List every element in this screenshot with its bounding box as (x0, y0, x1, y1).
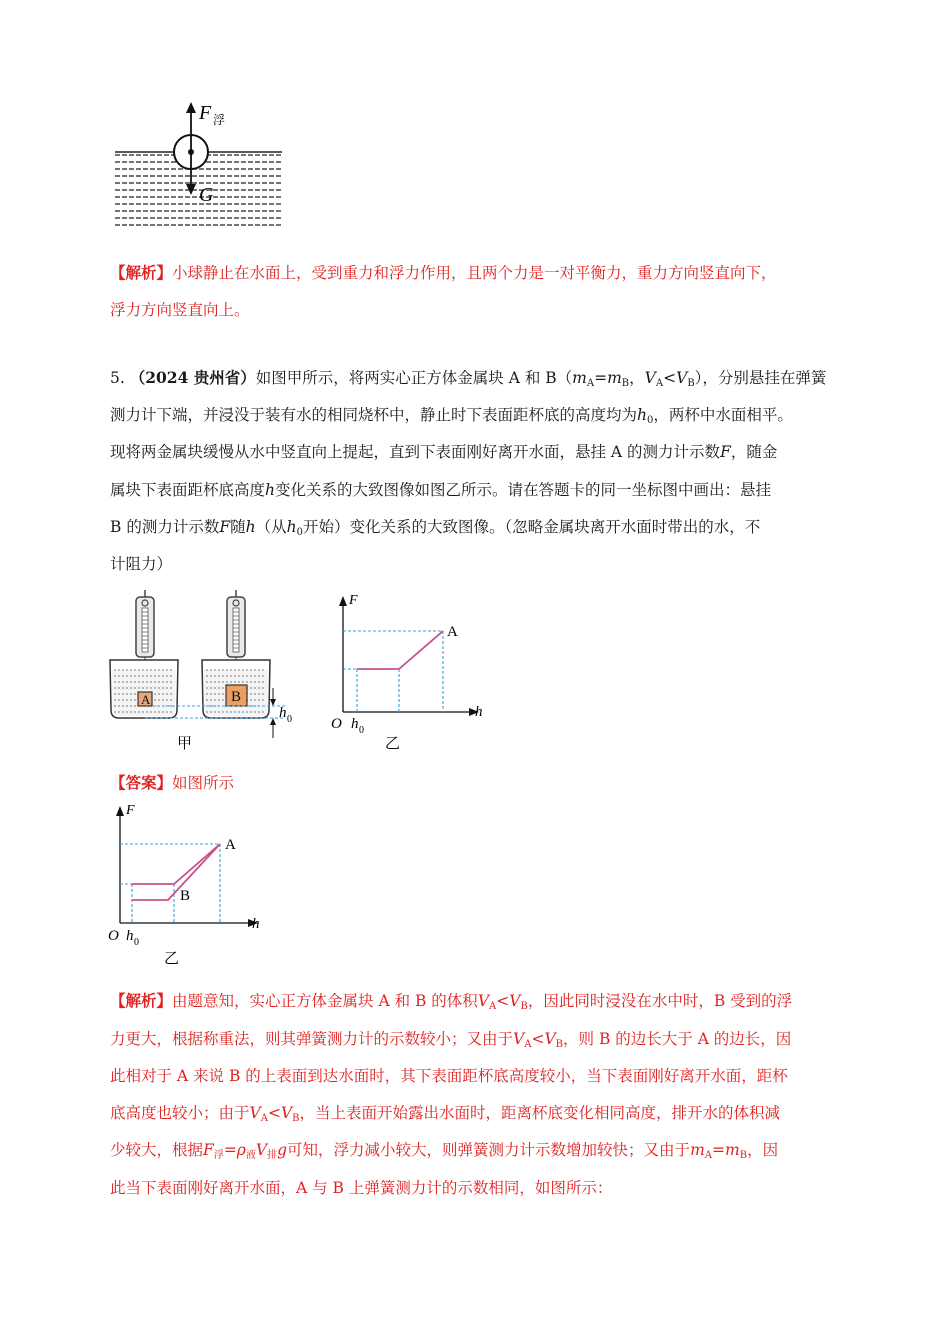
h0-arrow-up-icon (270, 718, 276, 725)
figure-jia (105, 590, 300, 755)
h0-tick-label: h (351, 716, 359, 732)
figure-answer (102, 798, 272, 968)
analysis2-line6: 此当下表面刚好离开水面，A 与 B 上弹簧测力计的示数相同，如图所示： (110, 1179, 613, 1197)
y-axis-label: F (349, 593, 358, 608)
block-a-label: A (141, 692, 151, 707)
analysis2-line3: 此相对于 A 来说 B 的上表面到达水面时，其下表面距杯底高度较小，当下表面刚好离开水面，距杯 (110, 1067, 788, 1085)
arrow-up-icon (186, 102, 196, 113)
answer-line: 【答案】如图所示 (110, 773, 235, 792)
buoyancy-label: F (199, 102, 212, 124)
h0-arrow-down-icon (270, 699, 276, 706)
beaker-b (202, 660, 270, 718)
curve-a (357, 631, 443, 669)
q5-line6: 计阻力） (110, 555, 173, 573)
gravity-label: G (199, 184, 214, 206)
answer-point-a-label: A (225, 837, 236, 853)
answer-point-b-label: B (180, 888, 191, 904)
buoyancy-sub: 浮 (213, 113, 226, 127)
analysis2-line2: 力更大，根据称重法，则其弹簧测力计的示数较小；又由于$V_A<V_B$，则 B 的边长大于 A 的边长，因 (110, 1030, 792, 1050)
figure-yi (325, 588, 495, 753)
q5-line5: B 的测力计示数F随h（从$h_0$开始）变化关系的大致图像。（忽略金属块离开水面时带出的水，不 (110, 518, 761, 538)
analysis2-line5: 少较大，根据$F_浮=\rho_液V_排g$可知，浮力减小较大，则弹簧测力计示数增加较快；又由于$m_A=m_B$，因 (110, 1141, 779, 1161)
answer-h0-sub: 0 (134, 937, 139, 948)
answer-y-axis-label: F (126, 803, 135, 818)
analysis2-line4: 底高度也较小；由于$V_A<V_B$，当上表面开始露出水面时，距离杯底变化相同高度，排开水的体积减 (110, 1104, 781, 1124)
answer-y-axis-arrow-icon (116, 806, 124, 816)
q5-line1: 5. （2024 贵州省）如图甲所示，将两实心正方体金属块 A 和 $B(m_A=m_B$，$V_A<V_B$），分别悬挂在弹簧 (110, 368, 827, 389)
beaker-a (110, 660, 178, 718)
answer-caption: 乙 (164, 951, 180, 967)
answer-curve-b (132, 844, 220, 900)
point-a-label: A (447, 624, 458, 640)
q5-line2: 测力计下端，并浸没于装有水的相同烧杯中，静止时下表面距杯底的高度均为$h_0$，两杯中水面相平。 (110, 406, 793, 426)
floating-ball-figure (110, 95, 290, 235)
y-axis-arrow-icon (339, 596, 347, 606)
analysis2-line1: 【解析】由题意知，实心正方体金属块 A 和 B 的体积$V_A<V_B$，因此同时浸没在水中时，B 受到的浮 (110, 991, 793, 1012)
q5-line4: 属块下表面距杯底高度h变化关系的大致图像如图乙所示。请在答题卡的同一坐标图中画出：悬挂 (110, 481, 772, 499)
block-b-label: B (231, 689, 242, 705)
h0-label: h (279, 705, 287, 721)
caption-yi: 乙 (385, 736, 401, 752)
x-axis-label: h (475, 704, 483, 720)
h0-sub: 0 (287, 714, 292, 725)
analysis1-line1: 【解析】小球静止在水面上，受到重力和浮力作用，且两个力是一对平衡力，重力方向竖直向下， (110, 263, 777, 282)
q5-line3: 现将两金属块缓慢从水中竖直向上提起，直到下表面刚好离开水面，悬挂 A 的测力计示数F，随金 (110, 443, 778, 461)
answer-h0-label: h (126, 928, 134, 944)
analysis1-line2: 浮力方向竖直向上。 (110, 301, 250, 319)
answer-curve-a (132, 844, 220, 884)
h0-tick-sub: 0 (359, 725, 364, 736)
caption-jia: 甲 (177, 736, 193, 752)
origin-label: O (331, 716, 342, 732)
answer-x-axis-label: h (252, 916, 260, 932)
answer-origin-label: O (108, 928, 119, 944)
